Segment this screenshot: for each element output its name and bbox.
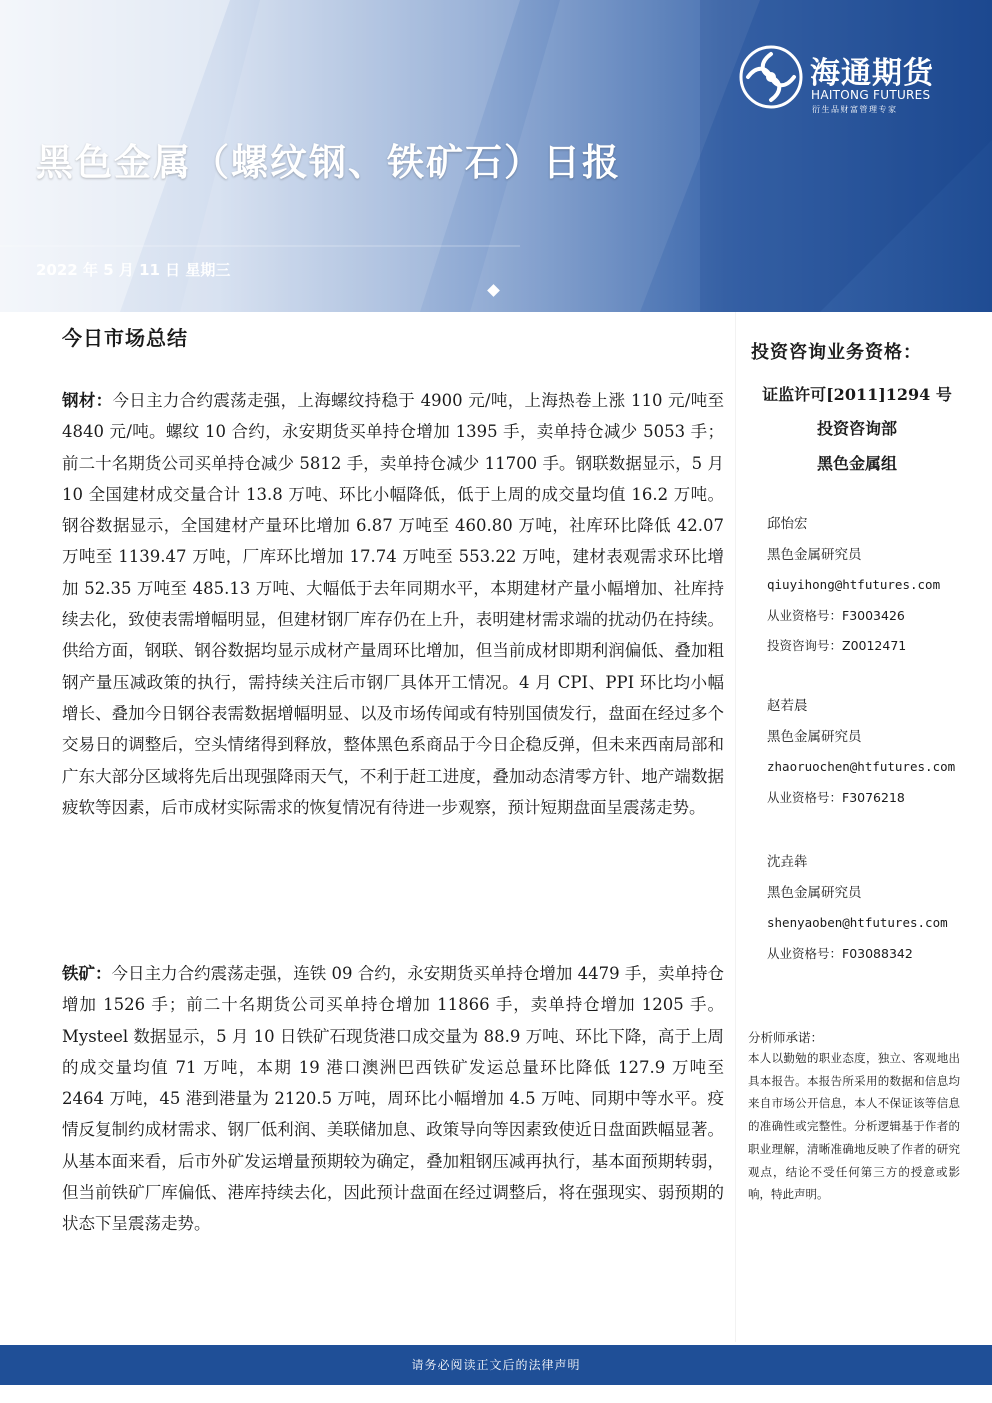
- analyst-card: [767, 691, 982, 813]
- logo-mark-icon: [738, 44, 804, 110]
- department-name: 投资咨询部: [816, 419, 897, 438]
- qualification-title: 投资咨询业务资格：: [751, 342, 922, 363]
- analyst-name: 邱怡宏: [767, 516, 808, 532]
- iron-lead: 铁矿：: [62, 964, 112, 983]
- analyst-role: 黑色金属研究员: [767, 884, 862, 901]
- section-title: 今日市场总结: [62, 326, 188, 350]
- group-name: 黑色金属组: [816, 454, 897, 473]
- analyst-name: 沈垚犇: [767, 854, 808, 870]
- report-date: 2022 年 5 月 11 日 星期三: [36, 261, 231, 279]
- iron-paragraph: [62, 958, 724, 1240]
- analyst-email[interactable]: shenyaoben@htfutures.com: [767, 915, 948, 930]
- analyst-cert: 从业资格号：F03088342: [767, 945, 913, 961]
- footer-bar: [0, 1345, 992, 1385]
- license-number: 证监许可[2011]1294 号: [762, 385, 952, 404]
- analyst-cert: 从业资格号：F3003426: [767, 607, 905, 623]
- analyst-card: [767, 509, 982, 662]
- steel-lead: 钢材：: [62, 391, 113, 410]
- footer-legal-notice: 请务必阅读正文后的法律声明: [411, 1358, 581, 1372]
- logo-slogan: 衍生品财富管理专家: [812, 105, 898, 114]
- analyst-name: 赵若晨: [767, 698, 808, 714]
- pledge-text: 本人以勤勉的职业态度，独立、客观地出具本报告。本报告所采用的数据和信息均来自市场公开信息，本人不保证该等信息的准确性或完整性。分析逻辑基于作者的职业理解，清晰准确地反映了作者的研究观点，结论不受任何第三方的授意或影响，特此声明。: [748, 1051, 960, 1202]
- analyst-consult: 投资咨询号：Z0012471: [767, 638, 907, 653]
- logo-name: 海通期货: [810, 56, 934, 91]
- analyst-role: 黑色金属研究员: [767, 728, 862, 745]
- sidebar-divider: [735, 312, 736, 1342]
- analyst-role: 黑色金属研究员: [767, 546, 862, 563]
- analyst-email[interactable]: qiuyihong@htfutures.com: [767, 577, 941, 592]
- pledge-title: 分析师承诺：: [748, 1030, 824, 1045]
- report-title: 黑色金属（螺纹钢、铁矿石）日报: [36, 140, 621, 184]
- analyst-cert: 从业资格号：F3076218: [767, 789, 905, 805]
- logo-english-name: HAITONG FUTURES: [811, 88, 931, 102]
- steel-text: 今日主力合约震荡走强，上海螺纹持稳于 4900 元/吨，上海热卷上涨 110 元/吨至 4840 元/吨。螺纹 10 合约，永安期货买单持仓增加 1395 手，卖单持仓减少 5053 手；前二十名期货公司买单持仓减少 5812 手，卖单持仓减少 11700 手。钢联数据显示，5 月 10 全国建材成交量合计 13.8 万吨、环比小幅降低，低于上周的成交量均值 16.2 万吨。钢谷数据显示，全国建材产量环比增加 6.87 万吨至 460.80 万吨，社库环比降低 42.07 万吨至 1139.47 万吨，厂库环比增加 17.74 万吨至 553.22 万吨，建材表观需求环比增加 52.35 万吨至 485.13 万吨、大幅低于去年同期水平，本期建材产量小幅增加、社库持续去化，致使表需增幅明显，但建材钢厂库存仍在上升，表明建材需求端的扰动仍在持续。供给方面，钢联、钢谷数据均显示成材产量周环比增加，但当前成材即期利润偏低、叠加粗钢产量压减政策的执行，需持续关注后市钢厂具体开工情况。4 月 CPI、PPI 环比均小幅增长、叠加今日钢谷表需数据增幅明显、以及市场传闻或有特别国债发行，盘面在经过多个交易日的调整后，空头情绪得到释放，整体黑色系商品于今日企稳反弹，但未来西南局部和广东大部分区域将先后出现强降雨天气，不利于赶工进度，叠加动态清零方针、地产端数据疲软等因素，后市成材实际需求的恢复情况有待进一步观察，预计短期盘面呈震荡走势。: [62, 391, 725, 817]
- analyst-email[interactable]: zhaoruochen@htfutures.com: [767, 759, 956, 774]
- header-banner: [0, 0, 992, 312]
- analyst-card: [767, 847, 982, 969]
- iron-text: 今日主力合约震荡走强，连铁 09 合约，永安期货买单持仓增加 4479 手，卖单持仓增加 1526 手；前二十名期货公司买单持仓增加 11866 手，卖单持仓增加 1205 手。Mysteel 数据显示，5 月 10 日铁矿石现货港口成交量为 88.9 万吨、环比下降，高于上周的成交量均值 71 万吨，本期 19 港口澳洲巴西铁矿发运总量环比降低 127.9 万吨至 2464 万吨，45 港到港量为 2120.5 万吨，周环比小幅增加 4.5 万吨、同期中等水平。疫情反复制约成材需求、钢厂低利润、美联储加息、政策导向等因素致使近日盘面跌幅显著。从基本面来看，后市外矿发运增量预期较为确定，叠加粗钢压减再执行，基本面预期转弱，但当前铁矿厂库偏低、港库持续去化，因此预计盘面在经过调整后，将在强现实、弱预期的状态下呈震荡走势。: [62, 964, 725, 1234]
- steel-paragraph: [62, 385, 724, 823]
- company-logo: [738, 44, 958, 114]
